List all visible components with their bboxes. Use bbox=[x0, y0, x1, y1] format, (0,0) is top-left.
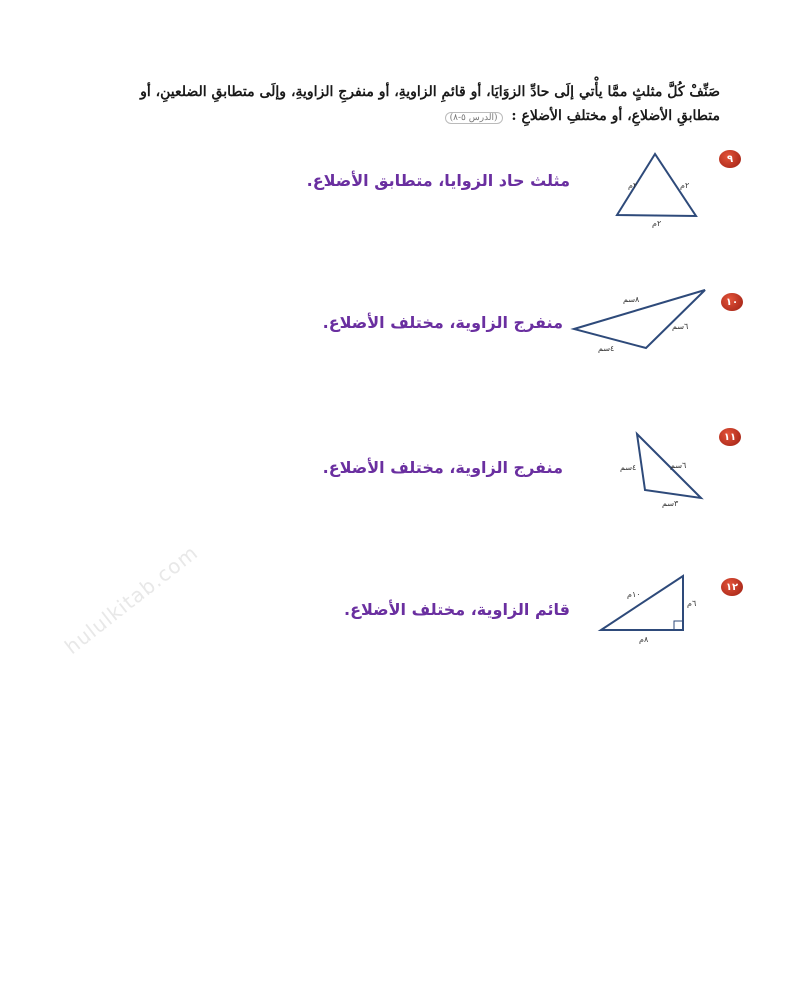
side-label: ٤سم bbox=[598, 344, 615, 353]
instruction-text bbox=[100, 80, 720, 130]
problem-number-badge: ١١ bbox=[719, 428, 741, 446]
side-label: ٦سم bbox=[672, 322, 689, 331]
side-label: ٢م bbox=[652, 219, 662, 228]
answer-text: منفرج الزاوية، مختلف الأضلاع. bbox=[322, 458, 563, 477]
side-label: ٤سم bbox=[620, 463, 637, 472]
triangle-obtuse-figure bbox=[568, 285, 713, 360]
side-label: ٣سم bbox=[662, 499, 679, 508]
triangle-equilateral-figure bbox=[600, 148, 710, 228]
side-label: ٦م bbox=[687, 599, 697, 608]
triangle-obtuse-figure bbox=[612, 428, 707, 510]
problem-number-badge: ١٠ bbox=[721, 293, 743, 311]
triangle-right-figure bbox=[595, 570, 705, 652]
watermark: hululkitab.com bbox=[60, 540, 203, 659]
answer-text: قائم الزاوية، مختلف الأضلاع. bbox=[344, 600, 570, 619]
problem-number-badge: ١٢ bbox=[721, 578, 743, 596]
triangle-shape bbox=[601, 576, 683, 630]
answer-text: مثلث حاد الزوايا، متطابق الأضلاع. bbox=[306, 171, 570, 190]
side-label: ٢م bbox=[628, 181, 638, 190]
answer-text: منفرج الزاوية، مختلف الأضلاع. bbox=[322, 313, 563, 332]
side-label: ١٠م bbox=[627, 590, 641, 599]
right-angle-marker bbox=[674, 621, 683, 630]
instruction-body: صَنِّفْ كُلَّ مثلثٍ ممَّا يأْتي إلَى حادِّ الزوَايَا، أو قائمِ الزاويةِ، أو منفرجِ الزاويةِ، وإلَى متطابقِ الضلعينِ، أو متطابقِ الأضلاعِ، أو مختلفِ الأضلاعِ : bbox=[140, 84, 720, 124]
side-label: ٦سم bbox=[670, 461, 687, 470]
side-label: ٨م bbox=[639, 635, 649, 644]
triangle-shape bbox=[637, 434, 701, 498]
side-label: ٢م bbox=[680, 181, 690, 190]
triangle-shape bbox=[574, 290, 705, 348]
lesson-reference: (الدرس ٥-٨) bbox=[445, 112, 503, 124]
side-label: ٨سم bbox=[623, 295, 640, 304]
problem-number-badge: ٩ bbox=[719, 150, 741, 168]
